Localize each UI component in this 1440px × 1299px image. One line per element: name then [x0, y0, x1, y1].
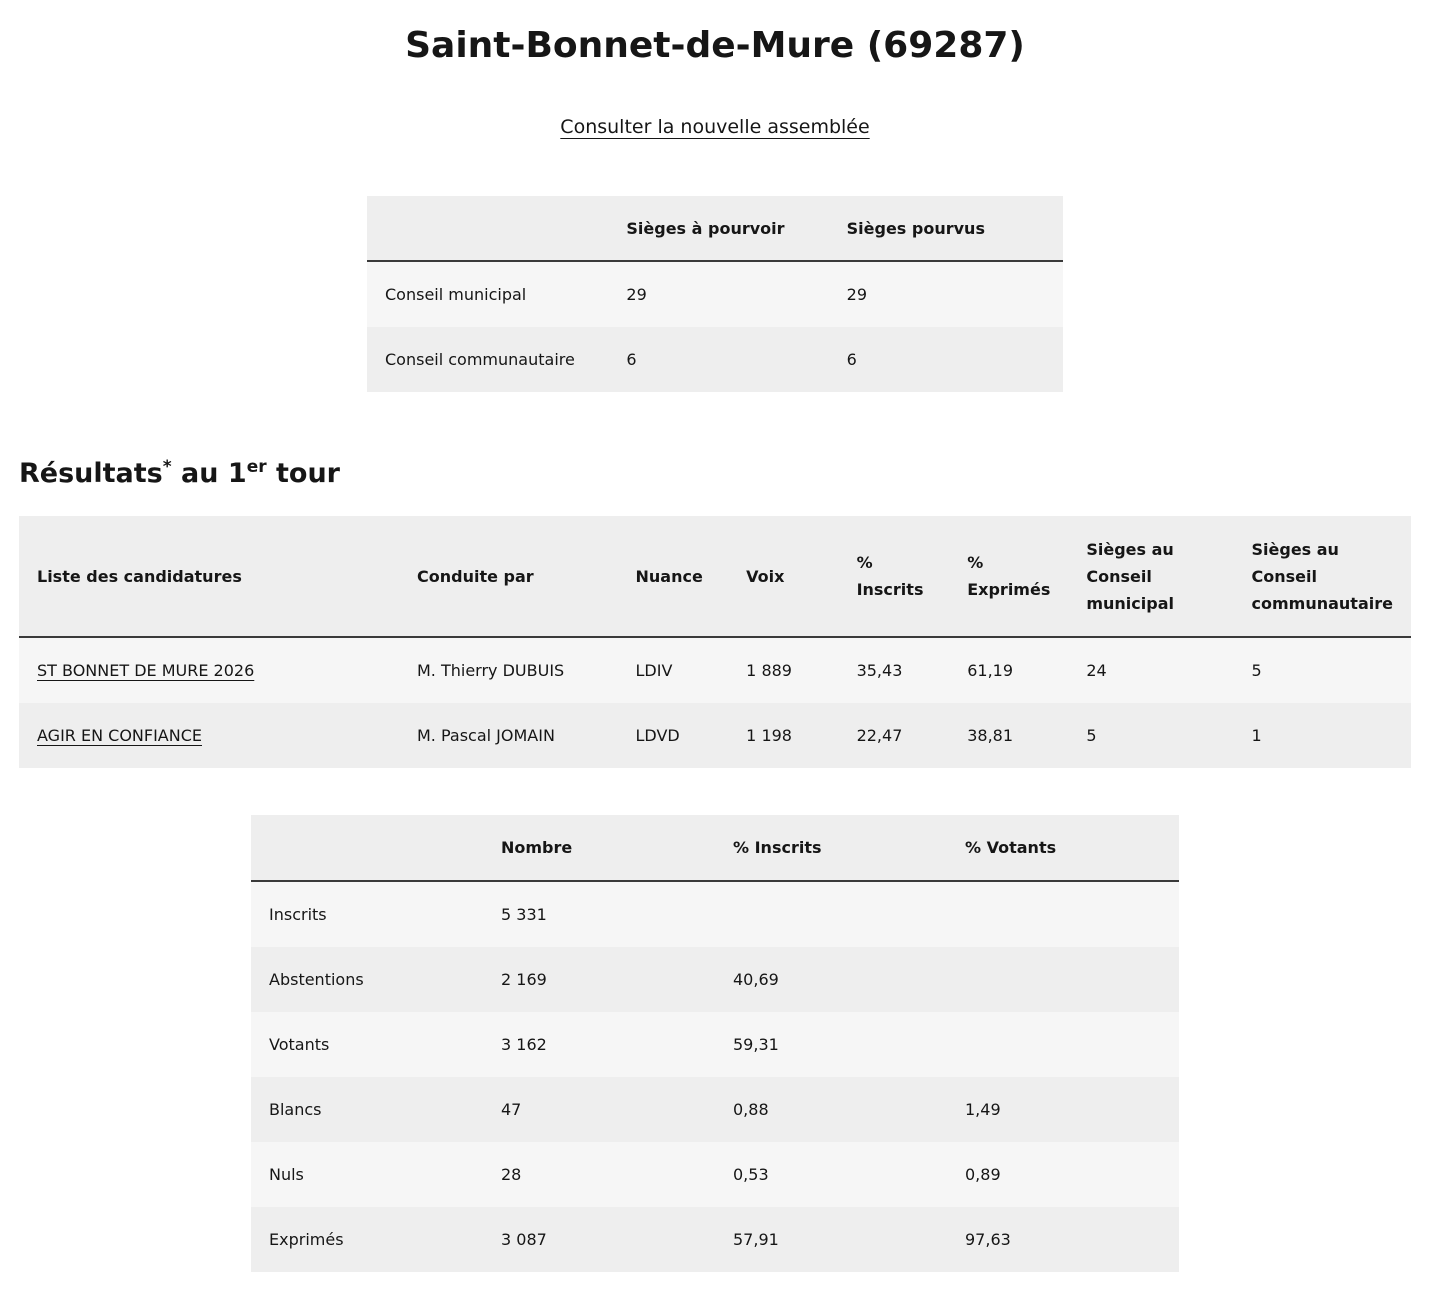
results-cell-lead: M. Thierry DUBUIS	[399, 637, 618, 703]
stats-cell-pct-registered: 59,31	[715, 1012, 947, 1077]
results-header-seats-communautaire: Sièges au Conseil communautaire	[1234, 516, 1412, 637]
stats-cell-pct-registered: 57,91	[715, 1207, 947, 1272]
results-cell-seats-communautaire: 5	[1234, 637, 1412, 703]
results-row	[19, 637, 1411, 703]
results-title-ordinal: er	[246, 457, 267, 477]
stats-cell-pct-voters: 1,49	[947, 1077, 1179, 1142]
stats-row-nuls	[251, 1142, 1179, 1207]
results-header-pct-expressed: % Exprimés	[949, 516, 1068, 637]
results-cell-list	[19, 703, 399, 768]
stats-cell-label: Blancs	[251, 1077, 483, 1142]
results-cell-pct-registered: 22,47	[839, 703, 950, 768]
stats-row-abstentions	[251, 947, 1179, 1012]
stats-cell-pct-registered: 40,69	[715, 947, 947, 1012]
results-cell-nuance: LDIV	[618, 637, 729, 703]
stats-cell-pct-voters: 97,63	[947, 1207, 1179, 1272]
seats-table	[367, 196, 1063, 392]
stats-cell-pct-voters	[947, 947, 1179, 1012]
page-title: Saint-Bonnet-de-Mure (69287)	[405, 25, 1025, 66]
results-cell-votes: 1 198	[728, 703, 838, 768]
results-header-pct-registered: % Inscrits	[839, 516, 950, 637]
stats-header-count: Nombre	[483, 815, 715, 881]
results-cell-votes: 1 889	[728, 637, 838, 703]
stats-header-empty	[251, 815, 483, 881]
stats-header-row	[251, 815, 1179, 881]
stats-row-votants	[251, 1012, 1179, 1077]
results-header-list: Liste des candidatures	[19, 516, 399, 637]
stats-cell-pct-registered	[715, 881, 947, 947]
seats-cell-label: Conseil communautaire	[367, 327, 608, 392]
stats-cell-label: Votants	[251, 1012, 483, 1077]
stats-cell-pct-voters	[947, 881, 1179, 947]
seats-cell-filled: 29	[829, 261, 1063, 327]
consult-assembly-link[interactable]: Consulter la nouvelle assemblée	[560, 116, 870, 138]
seats-cell-label: Conseil municipal	[367, 261, 608, 327]
results-cell-seats-communautaire: 1	[1234, 703, 1412, 768]
seats-cell-filled: 6	[829, 327, 1063, 392]
seats-cell-to-fill: 6	[608, 327, 828, 392]
results-header-votes: Voix	[728, 516, 838, 637]
results-title-main: Résultats	[19, 458, 163, 489]
results-cell-nuance: LDVD	[618, 703, 729, 768]
results-cell-pct-expressed: 38,81	[949, 703, 1068, 768]
stats-header-pct-voters: % Votants	[947, 815, 1179, 881]
stats-cell-count: 3 162	[483, 1012, 715, 1077]
seats-row-municipal	[367, 261, 1063, 327]
seats-header-to-fill: Sièges à pourvoir	[608, 196, 828, 261]
results-cell-list	[19, 637, 399, 703]
seats-header-row	[367, 196, 1063, 261]
stats-cell-label: Exprimés	[251, 1207, 483, 1272]
seats-header-empty	[367, 196, 608, 261]
stats-cell-pct-registered: 0,53	[715, 1142, 947, 1207]
results-row	[19, 703, 1411, 768]
results-header-lead: Conduite par	[399, 516, 618, 637]
stats-cell-count: 47	[483, 1077, 715, 1142]
stats-cell-label: Nuls	[251, 1142, 483, 1207]
results-cell-pct-registered: 35,43	[839, 637, 950, 703]
stats-row-inscrits	[251, 881, 1179, 947]
results-header-nuance: Nuance	[618, 516, 729, 637]
results-header-seats-municipal: Sièges au Conseil municipal	[1068, 516, 1233, 637]
stats-cell-count: 28	[483, 1142, 715, 1207]
results-title-mid: au 1	[171, 458, 247, 489]
stats-cell-pct-voters	[947, 1012, 1179, 1077]
results-header-row	[19, 516, 1411, 637]
list-link-st-bonnet[interactable]: ST BONNET DE MURE 2026	[37, 661, 255, 680]
participation-table	[251, 815, 1179, 1272]
stats-row-blancs	[251, 1077, 1179, 1142]
results-title-star: *	[162, 457, 172, 477]
seats-header-filled: Sièges pourvus	[829, 196, 1063, 261]
seats-cell-to-fill: 29	[608, 261, 828, 327]
stats-cell-label: Abstentions	[251, 947, 483, 1012]
stats-cell-count: 2 169	[483, 947, 715, 1012]
stats-cell-count: 5 331	[483, 881, 715, 947]
results-title-end: tour	[266, 458, 341, 489]
stats-header-pct-registered: % Inscrits	[715, 815, 947, 881]
results-table	[19, 516, 1411, 768]
stats-cell-count: 3 087	[483, 1207, 715, 1272]
stats-row-exprimes	[251, 1207, 1179, 1272]
stats-cell-pct-voters: 0,89	[947, 1142, 1179, 1207]
results-title	[19, 454, 340, 494]
results-cell-lead: M. Pascal JOMAIN	[399, 703, 618, 768]
stats-cell-pct-registered: 0,88	[715, 1077, 947, 1142]
stats-cell-label: Inscrits	[251, 881, 483, 947]
assembly-link-container	[0, 114, 1430, 140]
seats-row-communautaire	[367, 327, 1063, 392]
list-link-agir-en-confiance[interactable]: AGIR EN CONFIANCE	[37, 726, 202, 745]
results-cell-pct-expressed: 61,19	[949, 637, 1068, 703]
results-cell-seats-municipal: 24	[1068, 637, 1233, 703]
results-cell-seats-municipal: 5	[1068, 703, 1233, 768]
